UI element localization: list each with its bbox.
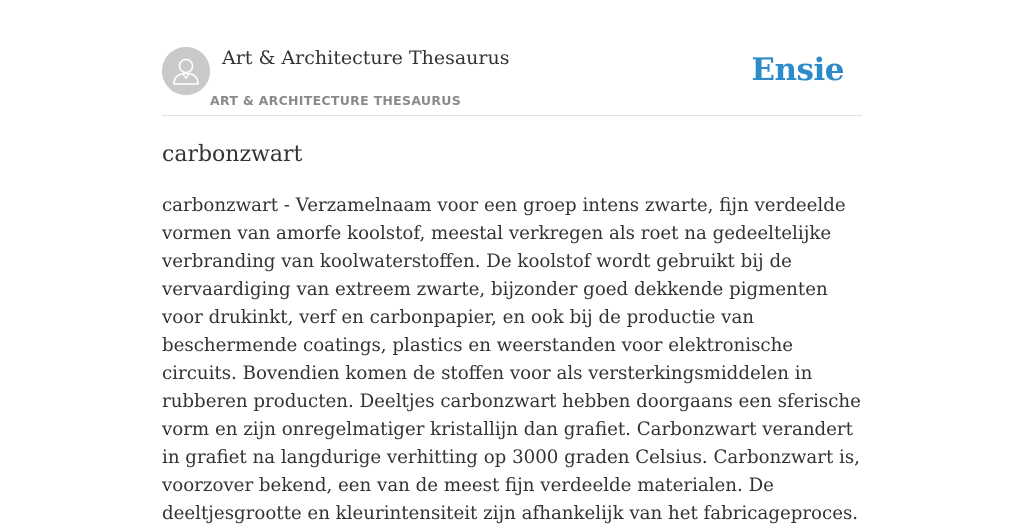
content-container xyxy=(162,0,862,524)
header xyxy=(162,0,862,116)
site-title[interactable]: Art & Architecture Thesaurus xyxy=(222,47,510,69)
ensie-logo[interactable]: Ensie xyxy=(751,52,844,88)
entry-title: carbonzwart xyxy=(162,142,303,167)
entry-body: carbonzwart - Verzamelnaam voor een groep intens zwarte, fijn verdeelde vormen van amorfe koolstof, meestal verkregen als roet na gedeeltelijke verbranding van koolwaterstoffen. De koolstof wordt gebruikt bij de vervaardiging van extreem zwarte, bijzonder goed dekkende pigmenten voor drukinkt, verf en carbonpapier, en ook bij de productie van beschermende coatings, plastics en weerstanden voor elektronische circuits. Bovendien komen de stoffen voor als versterkingsmiddelen in rubberen producten. Deeltjes carbonzwart hebben doorgaans een sferische vorm en zijn onregelmatiger kristallijn dan grafiet. Carbonzwart verandert in grafiet na langdurige verhitting op 3000 graden Celsius. Carbonzwart is, voorzover bekend, een van de meest fijn verdeelde materialen. De deeltjesgrootte en kleurintensiteit zijn afhankelijk van het fabricageproces. xyxy=(162,195,861,524)
user-avatar-icon[interactable] xyxy=(162,47,210,95)
site-subtitle[interactable]: ART & ARCHITECTURE THESAURUS xyxy=(210,93,462,108)
